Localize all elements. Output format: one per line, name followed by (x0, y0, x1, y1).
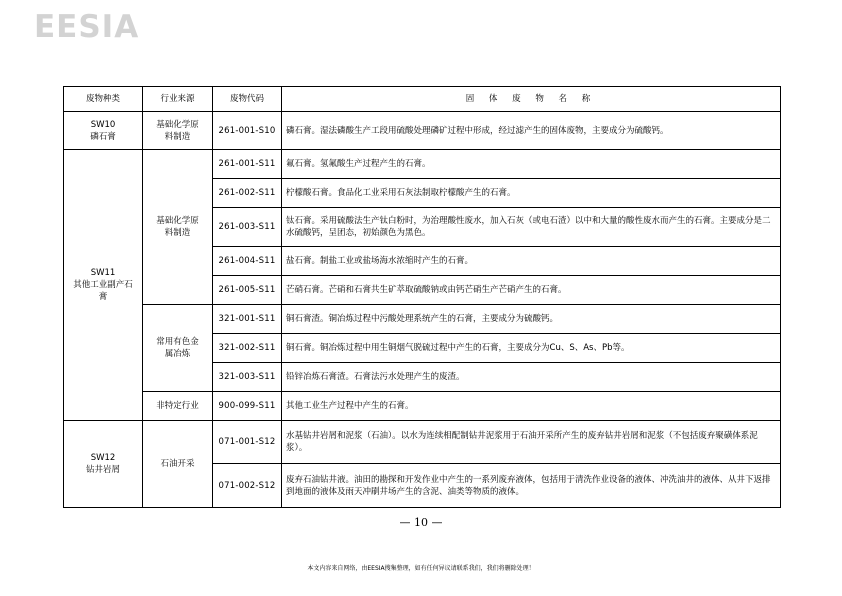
waste-name: 废弃石油钻井液。油田的勘探和开发作业中产生的一系列废弃液体，包括用于清洗作业设备的液体、冲洗油井的液体、从井下返排到地面的液体及雨天冲刷井场产生的含泥、油类等物质的液体。 (282, 464, 781, 508)
waste-type-sw10: SW10 磷石膏 (64, 112, 143, 150)
waste-code: 071-002-S12 (213, 464, 282, 508)
header-waste-type: 废物种类 (64, 87, 143, 112)
table-header-row (64, 87, 781, 112)
waste-name: 其他工业生产过程中产生的石膏。 (282, 392, 781, 421)
waste-code: 261-001-S10 (213, 112, 282, 150)
waste-code: 900-099-S11 (213, 392, 282, 421)
waste-name: 水基钻井岩屑和泥浆（石油）。以水为连续相配制钻井泥浆用于石油开采所产生的废弃钻井岩屑和泥浆（不包括废弃聚磺体系泥浆）。 (282, 421, 781, 464)
waste-code: 321-003-S11 (213, 363, 282, 392)
waste-name: 铜石膏。铜冶炼过程中用生铜烟气脱硫过程中产生的石膏，主要成分为Cu、S、As、Pb等。 (282, 334, 781, 363)
industry-cell: 基础化学原料制造 (143, 150, 213, 305)
waste-code: 071-001-S12 (213, 421, 282, 464)
waste-code: 261-002-S11 (213, 179, 282, 208)
industry-cell: 常用有色金属冶炼 (143, 305, 213, 392)
waste-code: 261-005-S11 (213, 276, 282, 305)
waste-code: 261-004-S11 (213, 247, 282, 276)
waste-name: 磷石膏。湿法磷酸生产工段用硫酸处理磷矿过程中形成，经过滤产生的固体废物，主要成分为硫酸钙。 (282, 112, 781, 150)
waste-type-sw11: SW11 其他工业副产石膏 (64, 150, 143, 421)
waste-code: 261-003-S11 (213, 208, 282, 247)
source-footer-note: 本文内容来自网络，由EESIA搜集整理，如有任何异议请联系我们，我们将删除处理！ (307, 565, 535, 572)
header-industry-source: 行业来源 (143, 87, 213, 112)
waste-code: 321-002-S11 (213, 334, 282, 363)
waste-name: 钛石膏。采用硫酸法生产钛白粉时，为治理酸性废水，加入石灰（或电石渣）以中和大量的酸性废水而产生的石膏。主要成分是二水硫酸钙，呈团态，初始颜色为黑色。 (282, 208, 781, 247)
waste-type-sw12: SW12 钻井岩屑 (64, 421, 143, 508)
industry-cell: 基础化学原料制造 (143, 112, 213, 150)
industry-cell: 石油开采 (143, 421, 213, 508)
table-row (64, 392, 781, 421)
waste-name: 铜石膏渣。铜冶炼过程中污酸处理系统产生的石膏，主要成分为硫酸钙。 (282, 305, 781, 334)
table-row (64, 421, 781, 464)
header-waste-code: 废物代码 (213, 87, 282, 112)
industry-cell: 非特定行业 (143, 392, 213, 421)
page-number: — 10 — (399, 516, 443, 529)
table-row (64, 112, 781, 150)
waste-name: 芒硝石膏。芒硝和石膏共生矿萃取硫酸钠或由钙芒硝生产芒硝产生的石膏。 (282, 276, 781, 305)
waste-code: 321-001-S11 (213, 305, 282, 334)
eesia-logo: EESIA (34, 9, 140, 45)
header-waste-name: 固 体 废 物 名 称 (282, 87, 781, 112)
waste-code: 261-001-S11 (213, 150, 282, 179)
waste-name: 柠檬酸石膏。食品化工业采用石灰法制取柠檬酸产生的石膏。 (282, 179, 781, 208)
table-row (64, 150, 781, 179)
table-row (64, 305, 781, 334)
waste-name: 氟石膏。氢氟酸生产过程产生的石膏。 (282, 150, 781, 179)
waste-name: 盐石膏。制盐工业或盐场海水浓缩时产生的石膏。 (282, 247, 781, 276)
waste-name: 铅锌冶炼石膏渣。石膏法污水处理产生的废渣。 (282, 363, 781, 392)
solid-waste-table (63, 86, 781, 508)
